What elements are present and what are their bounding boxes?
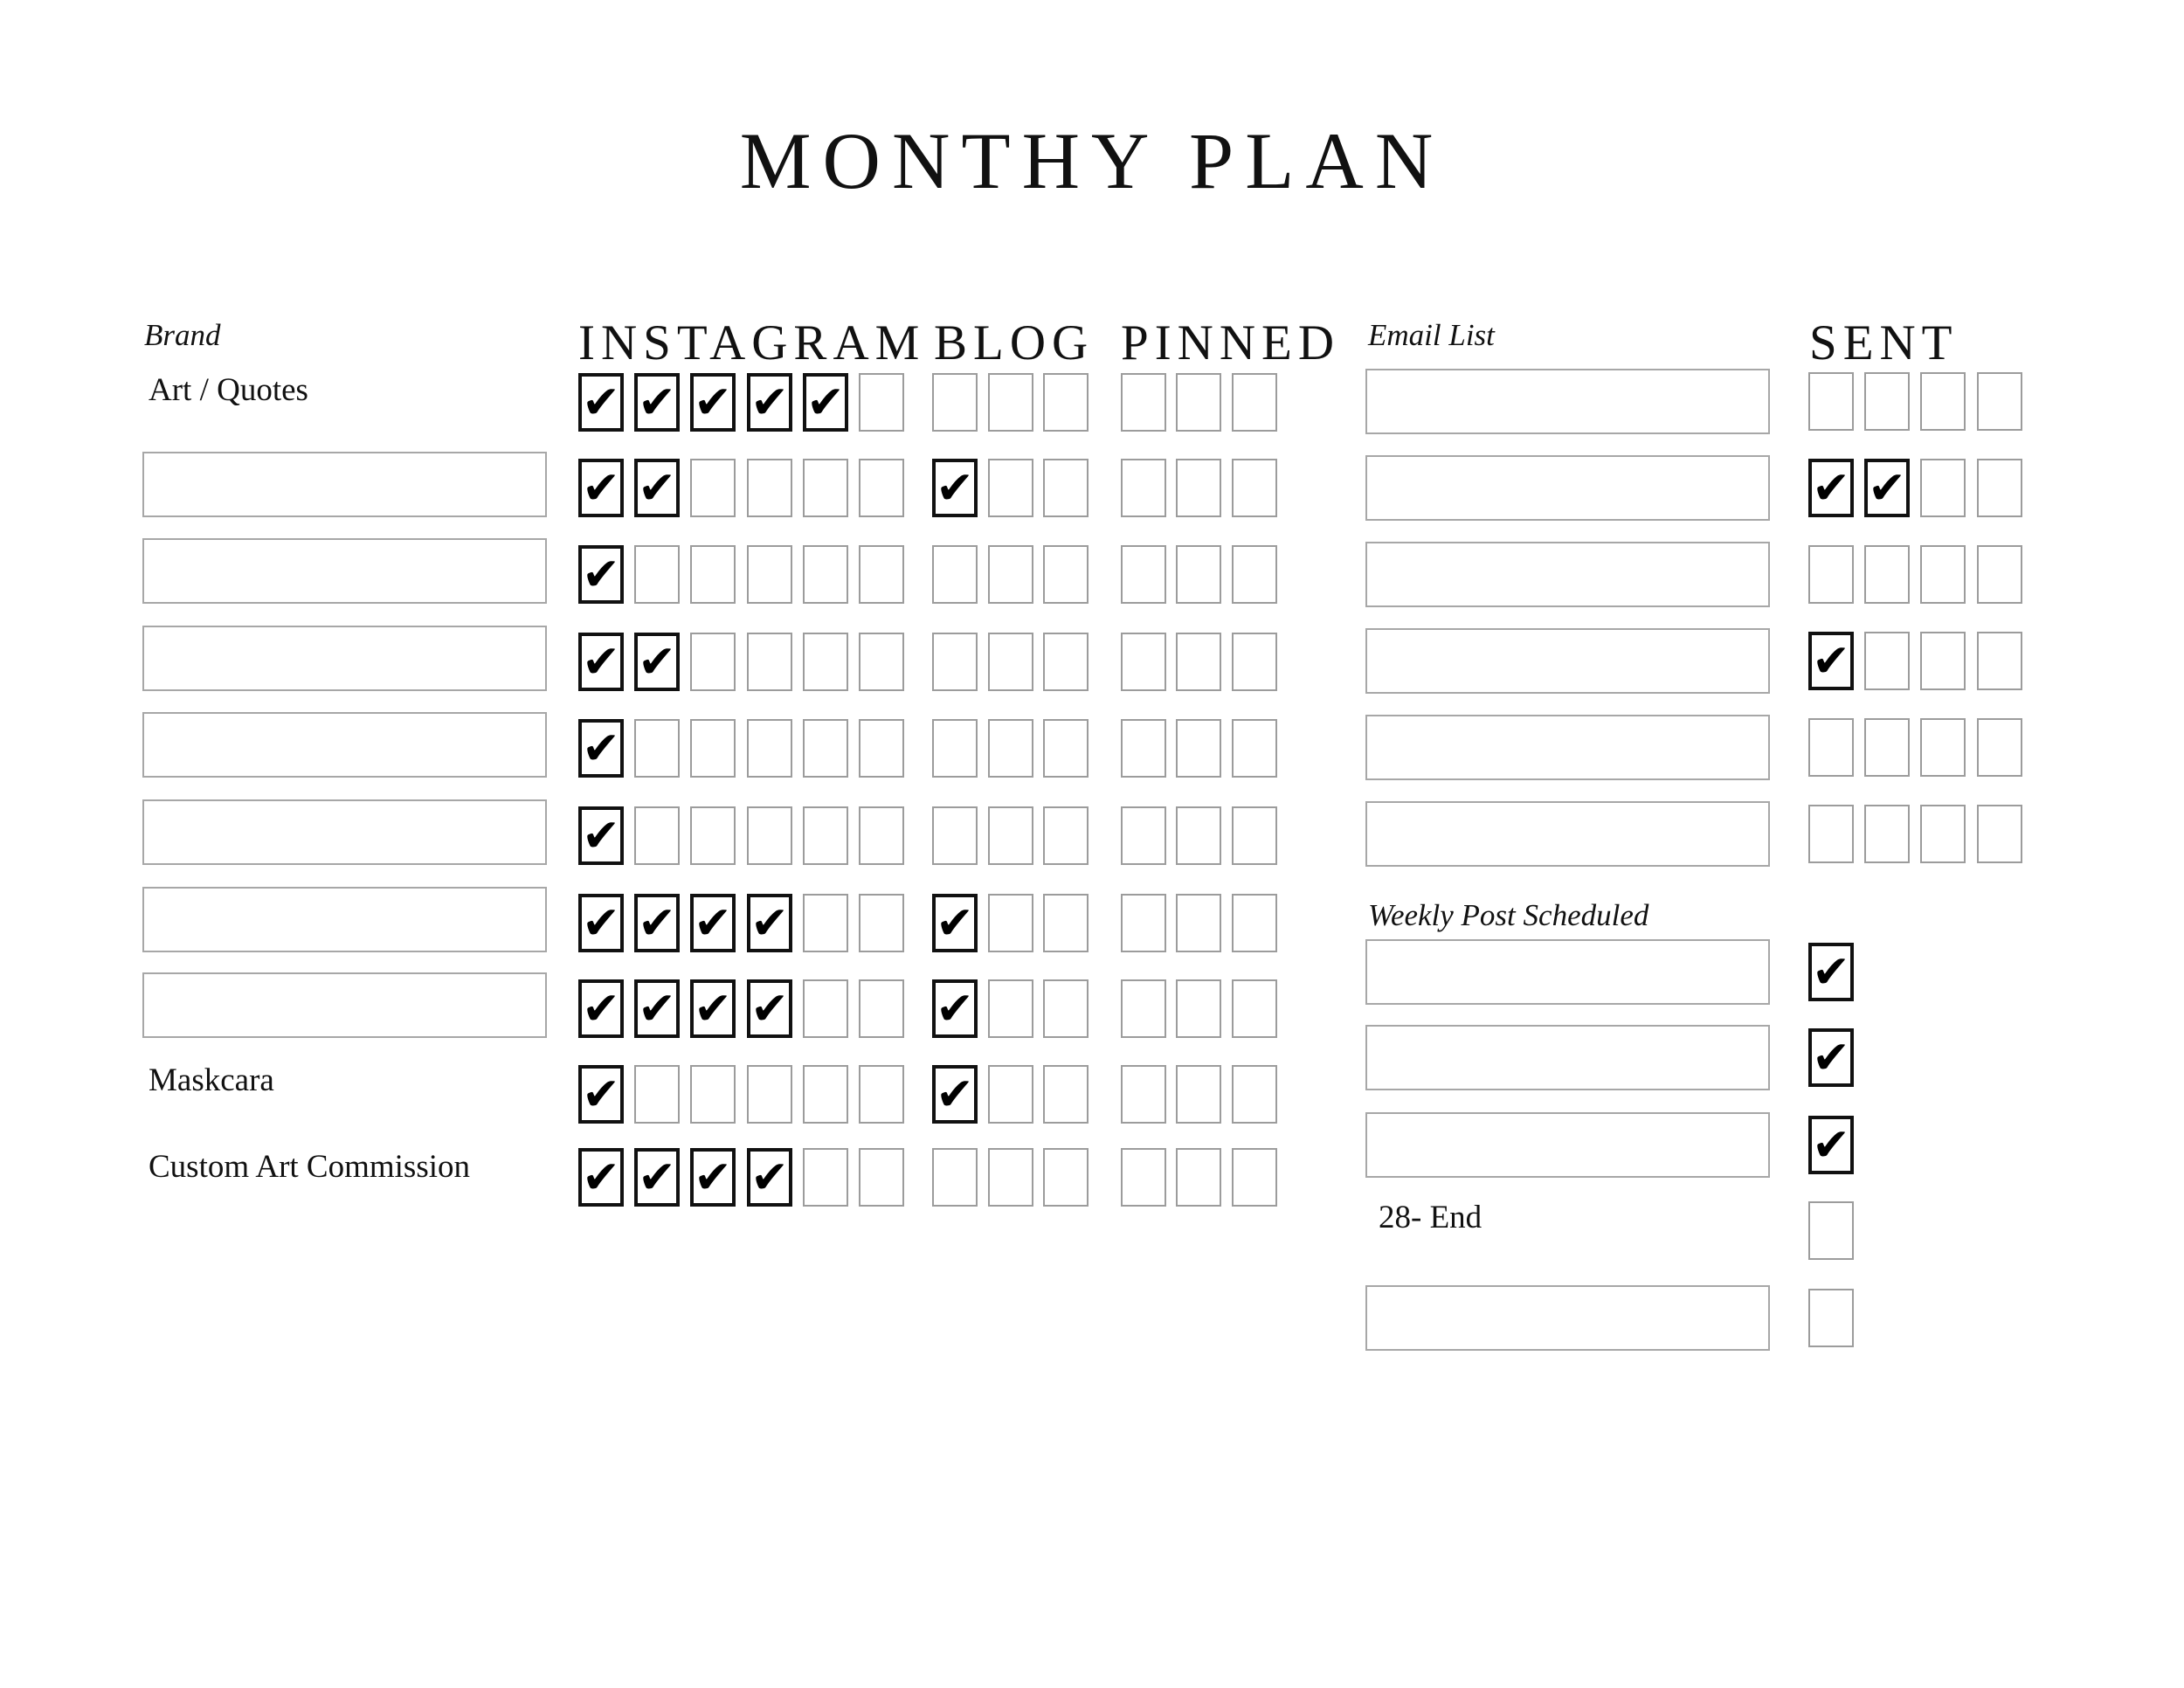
blog-checkbox[interactable] bbox=[932, 894, 978, 952]
instagram-checkbox[interactable] bbox=[859, 459, 904, 517]
email-input-field[interactable] bbox=[1365, 369, 1770, 434]
sent-checkbox[interactable] bbox=[1920, 372, 1966, 431]
brand-label: Art / Quotes bbox=[149, 372, 308, 408]
instagram-checkbox[interactable] bbox=[747, 1065, 792, 1124]
email-input-field[interactable] bbox=[1365, 542, 1770, 607]
instagram-checkbox[interactable] bbox=[634, 545, 680, 604]
pinned-checkbox[interactable] bbox=[1232, 373, 1277, 432]
pinned-checkbox[interactable] bbox=[1176, 806, 1221, 865]
brand-input-field[interactable] bbox=[142, 626, 547, 691]
blog-checkbox[interactable] bbox=[932, 633, 978, 691]
sent-checkbox[interactable] bbox=[1864, 718, 1910, 777]
instagram-checkbox[interactable] bbox=[859, 806, 904, 865]
pinned-checkbox[interactable] bbox=[1176, 894, 1221, 952]
pinned-checkbox[interactable] bbox=[1176, 719, 1221, 778]
blog-checkbox[interactable] bbox=[932, 719, 978, 778]
sent-checkbox[interactable] bbox=[1977, 459, 2022, 517]
instagram-checkbox[interactable] bbox=[803, 1148, 848, 1207]
blog-checkbox[interactable] bbox=[988, 894, 1033, 952]
blog-checkbox[interactable] bbox=[988, 373, 1033, 432]
blog-checkbox[interactable] bbox=[1043, 719, 1089, 778]
blog-checkbox[interactable] bbox=[932, 373, 978, 432]
scheduled-checkbox[interactable] bbox=[1808, 1028, 1854, 1087]
scheduled-checkbox[interactable] bbox=[1808, 1201, 1854, 1260]
pinned-checkbox[interactable] bbox=[1232, 979, 1277, 1038]
weekly-label: 28- End bbox=[1379, 1200, 1482, 1235]
instagram-checkbox[interactable] bbox=[690, 1065, 736, 1124]
brand-label: Custom Art Commission bbox=[149, 1149, 471, 1185]
pinned-checkbox[interactable] bbox=[1121, 633, 1166, 691]
pinned-checkbox[interactable] bbox=[1176, 1148, 1221, 1207]
instagram-checkbox[interactable] bbox=[747, 1148, 792, 1207]
blog-checkbox[interactable] bbox=[988, 545, 1033, 604]
sent-checkbox[interactable] bbox=[1920, 545, 1966, 604]
blog-checkbox[interactable] bbox=[988, 979, 1033, 1038]
pinned-checkbox[interactable] bbox=[1232, 1148, 1277, 1207]
blog-checkbox[interactable] bbox=[988, 1148, 1033, 1207]
pinned-checkbox[interactable] bbox=[1121, 1065, 1166, 1124]
instagram-checkbox[interactable] bbox=[634, 633, 680, 691]
sent-checkbox[interactable] bbox=[1808, 805, 1854, 863]
instagram-checkbox[interactable] bbox=[634, 894, 680, 952]
blog-checkbox[interactable] bbox=[1043, 459, 1089, 517]
sent-checkbox[interactable] bbox=[1808, 459, 1854, 517]
sent-checkbox[interactable] bbox=[1864, 372, 1910, 431]
sent-checkbox[interactable] bbox=[1920, 718, 1966, 777]
brand-input-field[interactable] bbox=[142, 887, 547, 952]
weekly-input-field[interactable] bbox=[1365, 939, 1770, 1005]
instagram-checkbox[interactable] bbox=[859, 979, 904, 1038]
instagram-checkbox[interactable] bbox=[578, 459, 624, 517]
brand-header: Brand bbox=[144, 318, 221, 352]
scheduled-checkbox[interactable] bbox=[1808, 1289, 1854, 1347]
instagram-checkbox[interactable] bbox=[803, 373, 848, 432]
pinned-checkbox[interactable] bbox=[1121, 1148, 1166, 1207]
weekly-input-field[interactable] bbox=[1365, 1285, 1770, 1351]
sent-header: SENT bbox=[1809, 315, 1959, 370]
pinned-checkbox[interactable] bbox=[1232, 719, 1277, 778]
instagram-checkbox[interactable] bbox=[690, 373, 736, 432]
blog-checkbox[interactable] bbox=[988, 719, 1033, 778]
pinned-checkbox[interactable] bbox=[1176, 1065, 1221, 1124]
instagram-checkbox[interactable] bbox=[859, 545, 904, 604]
email-input-field[interactable] bbox=[1365, 455, 1770, 521]
instagram-checkbox[interactable] bbox=[803, 806, 848, 865]
blog-checkbox[interactable] bbox=[932, 545, 978, 604]
instagram-checkbox[interactable] bbox=[859, 719, 904, 778]
instagram-checkbox[interactable] bbox=[859, 1148, 904, 1207]
brand-input-field[interactable] bbox=[142, 712, 547, 778]
scheduled-checkbox[interactable] bbox=[1808, 1116, 1854, 1174]
blog-checkbox[interactable] bbox=[988, 633, 1033, 691]
pinned-checkbox[interactable] bbox=[1121, 459, 1166, 517]
instagram-checkbox[interactable] bbox=[578, 1148, 624, 1207]
sent-checkbox[interactable] bbox=[1808, 545, 1854, 604]
instagram-checkbox[interactable] bbox=[747, 719, 792, 778]
instagram-checkbox[interactable] bbox=[859, 894, 904, 952]
pinned-checkbox[interactable] bbox=[1121, 719, 1166, 778]
sent-checkbox[interactable] bbox=[1977, 372, 2022, 431]
blog-checkbox[interactable] bbox=[1043, 1148, 1089, 1207]
brand-input-field[interactable] bbox=[142, 452, 547, 517]
instagram-checkbox[interactable] bbox=[803, 633, 848, 691]
blog-checkbox[interactable] bbox=[988, 1065, 1033, 1124]
instagram-checkbox[interactable] bbox=[634, 806, 680, 865]
instagram-checkbox[interactable] bbox=[690, 1148, 736, 1207]
instagram-checkbox[interactable] bbox=[690, 719, 736, 778]
instagram-checkbox[interactable] bbox=[578, 719, 624, 778]
brand-input-field[interactable] bbox=[142, 538, 547, 604]
instagram-checkbox[interactable] bbox=[747, 979, 792, 1038]
sent-checkbox[interactable] bbox=[1920, 459, 1966, 517]
blog-checkbox[interactable] bbox=[932, 806, 978, 865]
pinned-checkbox[interactable] bbox=[1121, 545, 1166, 604]
pinned-checkbox[interactable] bbox=[1121, 979, 1166, 1038]
brand-input-field[interactable] bbox=[142, 799, 547, 865]
blog-checkbox[interactable] bbox=[932, 979, 978, 1038]
blog-header: BLOG bbox=[934, 315, 1095, 370]
brand-label: Maskcara bbox=[149, 1062, 274, 1098]
sent-checkbox[interactable] bbox=[1920, 805, 1966, 863]
sent-checkbox[interactable] bbox=[1864, 632, 1910, 690]
instagram-checkbox[interactable] bbox=[747, 459, 792, 517]
instagram-checkbox[interactable] bbox=[634, 719, 680, 778]
sent-checkbox[interactable] bbox=[1808, 632, 1854, 690]
sent-checkbox[interactable] bbox=[1977, 805, 2022, 863]
weekly-input-field[interactable] bbox=[1365, 1112, 1770, 1178]
pinned-checkbox[interactable] bbox=[1232, 894, 1277, 952]
instagram-checkbox[interactable] bbox=[803, 1065, 848, 1124]
instagram-checkbox[interactable] bbox=[634, 459, 680, 517]
instagram-checkbox[interactable] bbox=[859, 1065, 904, 1124]
instagram-checkbox[interactable] bbox=[690, 979, 736, 1038]
blog-checkbox[interactable] bbox=[1043, 1065, 1089, 1124]
pinned-checkbox[interactable] bbox=[1121, 894, 1166, 952]
instagram-checkbox[interactable] bbox=[803, 459, 848, 517]
weekly-post-scheduled-header: Weekly Post Scheduled bbox=[1368, 898, 1649, 932]
instagram-checkbox[interactable] bbox=[634, 1065, 680, 1124]
instagram-checkbox[interactable] bbox=[690, 459, 736, 517]
blog-checkbox[interactable] bbox=[1043, 894, 1089, 952]
email-input-field[interactable] bbox=[1365, 715, 1770, 780]
instagram-checkbox[interactable] bbox=[859, 373, 904, 432]
email-input-field[interactable] bbox=[1365, 801, 1770, 867]
instagram-checkbox[interactable] bbox=[803, 979, 848, 1038]
blog-checkbox[interactable] bbox=[1043, 806, 1089, 865]
pinned-checkbox[interactable] bbox=[1176, 633, 1221, 691]
instagram-checkbox[interactable] bbox=[690, 545, 736, 604]
sent-checkbox[interactable] bbox=[1977, 632, 2022, 690]
instagram-checkbox[interactable] bbox=[747, 373, 792, 432]
pinned-checkbox[interactable] bbox=[1232, 633, 1277, 691]
email-input-field[interactable] bbox=[1365, 628, 1770, 694]
instagram-checkbox[interactable] bbox=[690, 806, 736, 865]
pinned-checkbox[interactable] bbox=[1232, 545, 1277, 604]
sent-checkbox[interactable] bbox=[1808, 372, 1854, 431]
blog-checkbox[interactable] bbox=[932, 1148, 978, 1207]
pinned-checkbox[interactable] bbox=[1232, 459, 1277, 517]
sent-checkbox[interactable] bbox=[1864, 545, 1910, 604]
instagram-checkbox[interactable] bbox=[634, 373, 680, 432]
instagram-checkbox[interactable] bbox=[747, 806, 792, 865]
pinned-checkbox[interactable] bbox=[1176, 979, 1221, 1038]
instagram-checkbox[interactable] bbox=[690, 894, 736, 952]
sent-checkbox[interactable] bbox=[1808, 718, 1854, 777]
instagram-checkbox[interactable] bbox=[578, 545, 624, 604]
pinned-checkbox[interactable] bbox=[1176, 459, 1221, 517]
instagram-checkbox[interactable] bbox=[747, 633, 792, 691]
brand-input-field[interactable] bbox=[142, 972, 547, 1038]
instagram-checkbox[interactable] bbox=[578, 373, 624, 432]
blog-checkbox[interactable] bbox=[932, 1065, 978, 1124]
pinned-checkbox[interactable] bbox=[1232, 806, 1277, 865]
instagram-checkbox[interactable] bbox=[578, 806, 624, 865]
pinned-checkbox[interactable] bbox=[1176, 545, 1221, 604]
instagram-checkbox[interactable] bbox=[578, 1065, 624, 1124]
instagram-checkbox[interactable] bbox=[747, 545, 792, 604]
instagram-checkbox[interactable] bbox=[578, 633, 624, 691]
instagram-checkbox[interactable] bbox=[634, 1148, 680, 1207]
instagram-checkbox[interactable] bbox=[578, 979, 624, 1038]
page-title: MONTHY PLAN bbox=[739, 116, 1445, 205]
blog-checkbox[interactable] bbox=[1043, 373, 1089, 432]
instagram-checkbox[interactable] bbox=[803, 719, 848, 778]
instagram-checkbox[interactable] bbox=[747, 894, 792, 952]
pinned-checkbox[interactable] bbox=[1176, 373, 1221, 432]
sent-checkbox[interactable] bbox=[1977, 718, 2022, 777]
sent-checkbox[interactable] bbox=[1977, 545, 2022, 604]
instagram-checkbox[interactable] bbox=[859, 633, 904, 691]
pinned-checkbox[interactable] bbox=[1121, 806, 1166, 865]
pinned-checkbox[interactable] bbox=[1121, 373, 1166, 432]
pinned-checkbox[interactable] bbox=[1232, 1065, 1277, 1124]
blog-checkbox[interactable] bbox=[1043, 633, 1089, 691]
blog-checkbox[interactable] bbox=[988, 459, 1033, 517]
email-list-header: Email List bbox=[1368, 318, 1495, 352]
instagram-checkbox[interactable] bbox=[803, 545, 848, 604]
instagram-header: INSTAGRAM bbox=[578, 315, 926, 370]
blog-checkbox[interactable] bbox=[1043, 979, 1089, 1038]
instagram-checkbox[interactable] bbox=[634, 979, 680, 1038]
scheduled-checkbox[interactable] bbox=[1808, 943, 1854, 1001]
instagram-checkbox[interactable] bbox=[690, 633, 736, 691]
blog-checkbox[interactable] bbox=[1043, 545, 1089, 604]
sent-checkbox[interactable] bbox=[1864, 459, 1910, 517]
weekly-input-field[interactable] bbox=[1365, 1025, 1770, 1090]
blog-checkbox[interactable] bbox=[932, 459, 978, 517]
sent-checkbox[interactable] bbox=[1920, 632, 1966, 690]
blog-checkbox[interactable] bbox=[988, 806, 1033, 865]
instagram-checkbox[interactable] bbox=[803, 894, 848, 952]
instagram-checkbox[interactable] bbox=[578, 894, 624, 952]
pinned-header: PINNED bbox=[1121, 315, 1340, 370]
sent-checkbox[interactable] bbox=[1864, 805, 1910, 863]
